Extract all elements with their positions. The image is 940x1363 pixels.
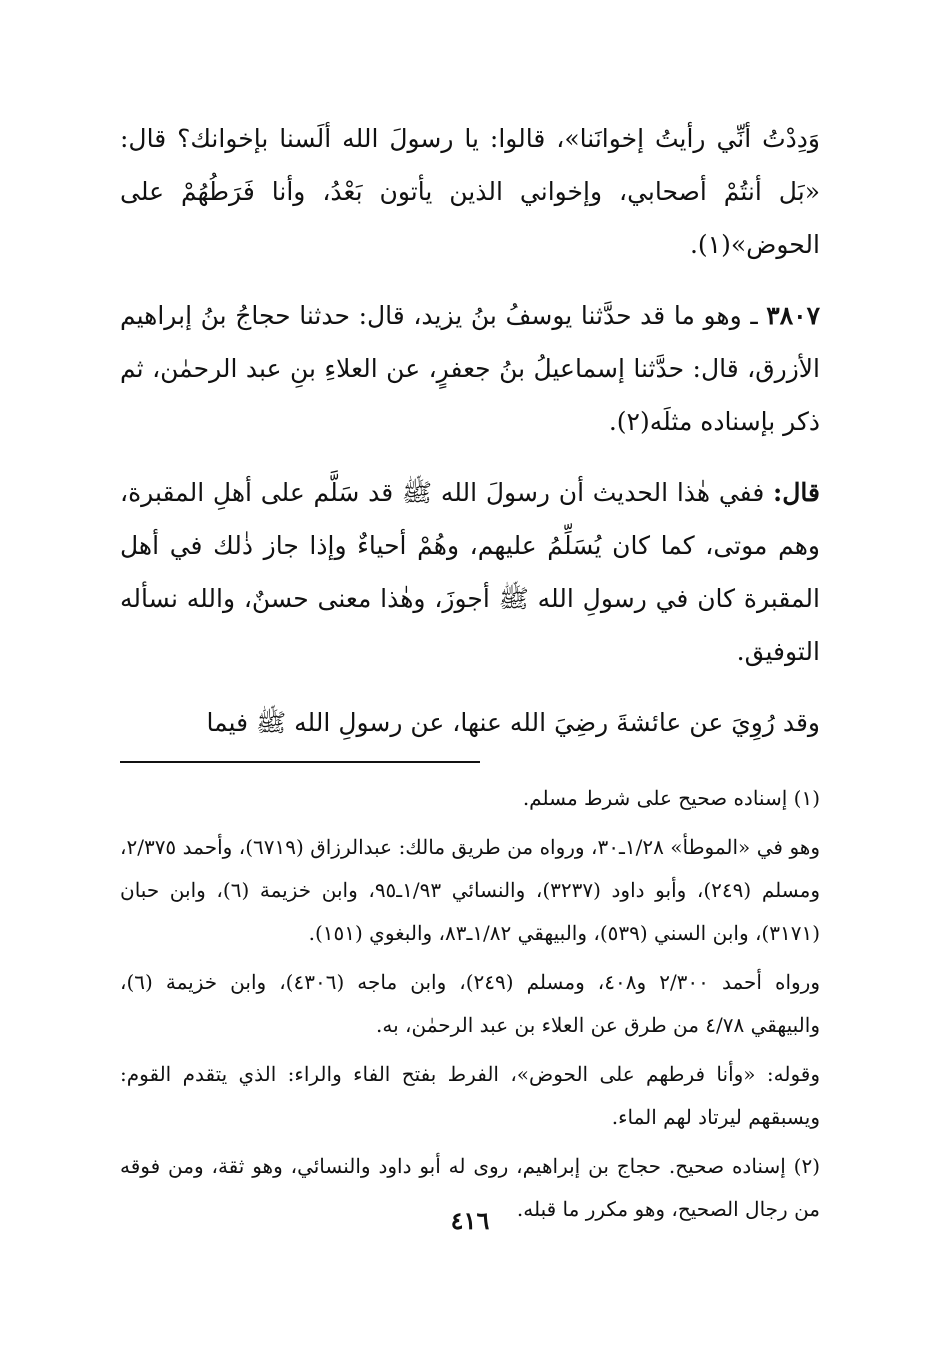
hadith-number: ٣٨٠٧ bbox=[766, 301, 820, 330]
footnote-1-explanation: وقوله: «وأنا فرطهم على الحوض»، الفرط بفتح الفاء والراء: الذي يتقدم القوم: ويسبقهم ليرتاد لهم الماء. bbox=[120, 1062, 820, 1129]
paragraph-hadith-end bbox=[120, 112, 820, 271]
footnote-separator-wrap bbox=[120, 749, 820, 777]
paragraph-1-text: وَدِدْتُ أنِّي رأيتُ إخوانَنا»، قالوا: يا رسولَ الله ألَسنا بإخوانك؟ قال: «بَل أنتُمْ أصحابي، وإخواني الذين يأتون بَعْدُ، وأنا فَرَطُهُمْ على الحوض»(١). bbox=[120, 124, 820, 259]
footnote-1-intro: (١) إسناده صحيح على شرط مسلم. bbox=[522, 786, 820, 810]
paragraph-2-text: ـ وهو ما قد حدَّثنا يوسفُ بنُ يزيد، قال: حدثنا حجاجُ بنُ إبراهيم الأزرق، قال: حدَّثنا إسماعيلُ بنُ جعفرٍ، عن العلاءِ بنِ عبد الرحمٰن، ثم ذكر بإسناده مثلَه(٢). bbox=[120, 301, 820, 436]
paragraph-continuation bbox=[120, 696, 820, 749]
commentary-lead: قال: bbox=[773, 478, 820, 507]
paragraph-3-text: ففي هٰذا الحديث أن رسولَ الله ﷺ قد سَلَّم على أهلِ المقبرة، وهم موتى، كما كان يُسَلِّمُ عليهم، وهُمْ أحياءٌ وإذا جاز ذٰلك في أهل المقبرة كان في رسولِ الله ﷺ أجوزَ، وهٰذا معنى حسنٌ، والله نسأله التوفيق. bbox=[120, 478, 820, 666]
book-page bbox=[120, 112, 820, 1231]
footnote-separator bbox=[120, 761, 480, 763]
footnote-1-sources: وهو في «الموطأ» ١/٢٨ـ٣٠، ورواه من طريق مالك: عبدالرزاق (٦٧١٩)، وأحمد ٢/٣٧٥، ومسلم (٢٤٩)، وأبو داود (٣٢٣٧)، والنسائي ١/٩٣ـ٩٥، وابن خزيمة (٦)، وابن حبان (٣١٧١)، وابن السني (٥٣٩)، والبيهقي ١/٨٢ـ٨٣، والبغوي (١٥١). bbox=[120, 835, 820, 945]
paragraph-hadith-3807 bbox=[120, 289, 820, 448]
paragraph-commentary bbox=[120, 466, 820, 678]
footnote-1-other-routes: ورواه أحمد ٢/٣٠٠ و٤٠٨، ومسلم (٢٤٩)، وابن ماجه (٤٣٠٦)، وابن خزيمة (٦)، والبيهقي ٤/٧٨ من طرق عن العلاء بن عبد الرحمٰن، به. bbox=[120, 970, 820, 1037]
footnotes bbox=[120, 777, 820, 1231]
footnote-2: (٢) إسناده صحيح. حجاج بن إبراهيم، روى له أبو داود والنسائي، وهو ثقة، ومن فوقه من رجال الصحيح، وهو مكرر ما قبله. bbox=[120, 1154, 820, 1221]
main-text bbox=[120, 112, 820, 749]
page-number: ٤١٦ bbox=[450, 1206, 490, 1235]
paragraph-4-text: وقد رُوِيَ عن عائشةَ رضِيَ الله عنها، عن رسولِ الله ﷺ فيما bbox=[206, 708, 820, 737]
